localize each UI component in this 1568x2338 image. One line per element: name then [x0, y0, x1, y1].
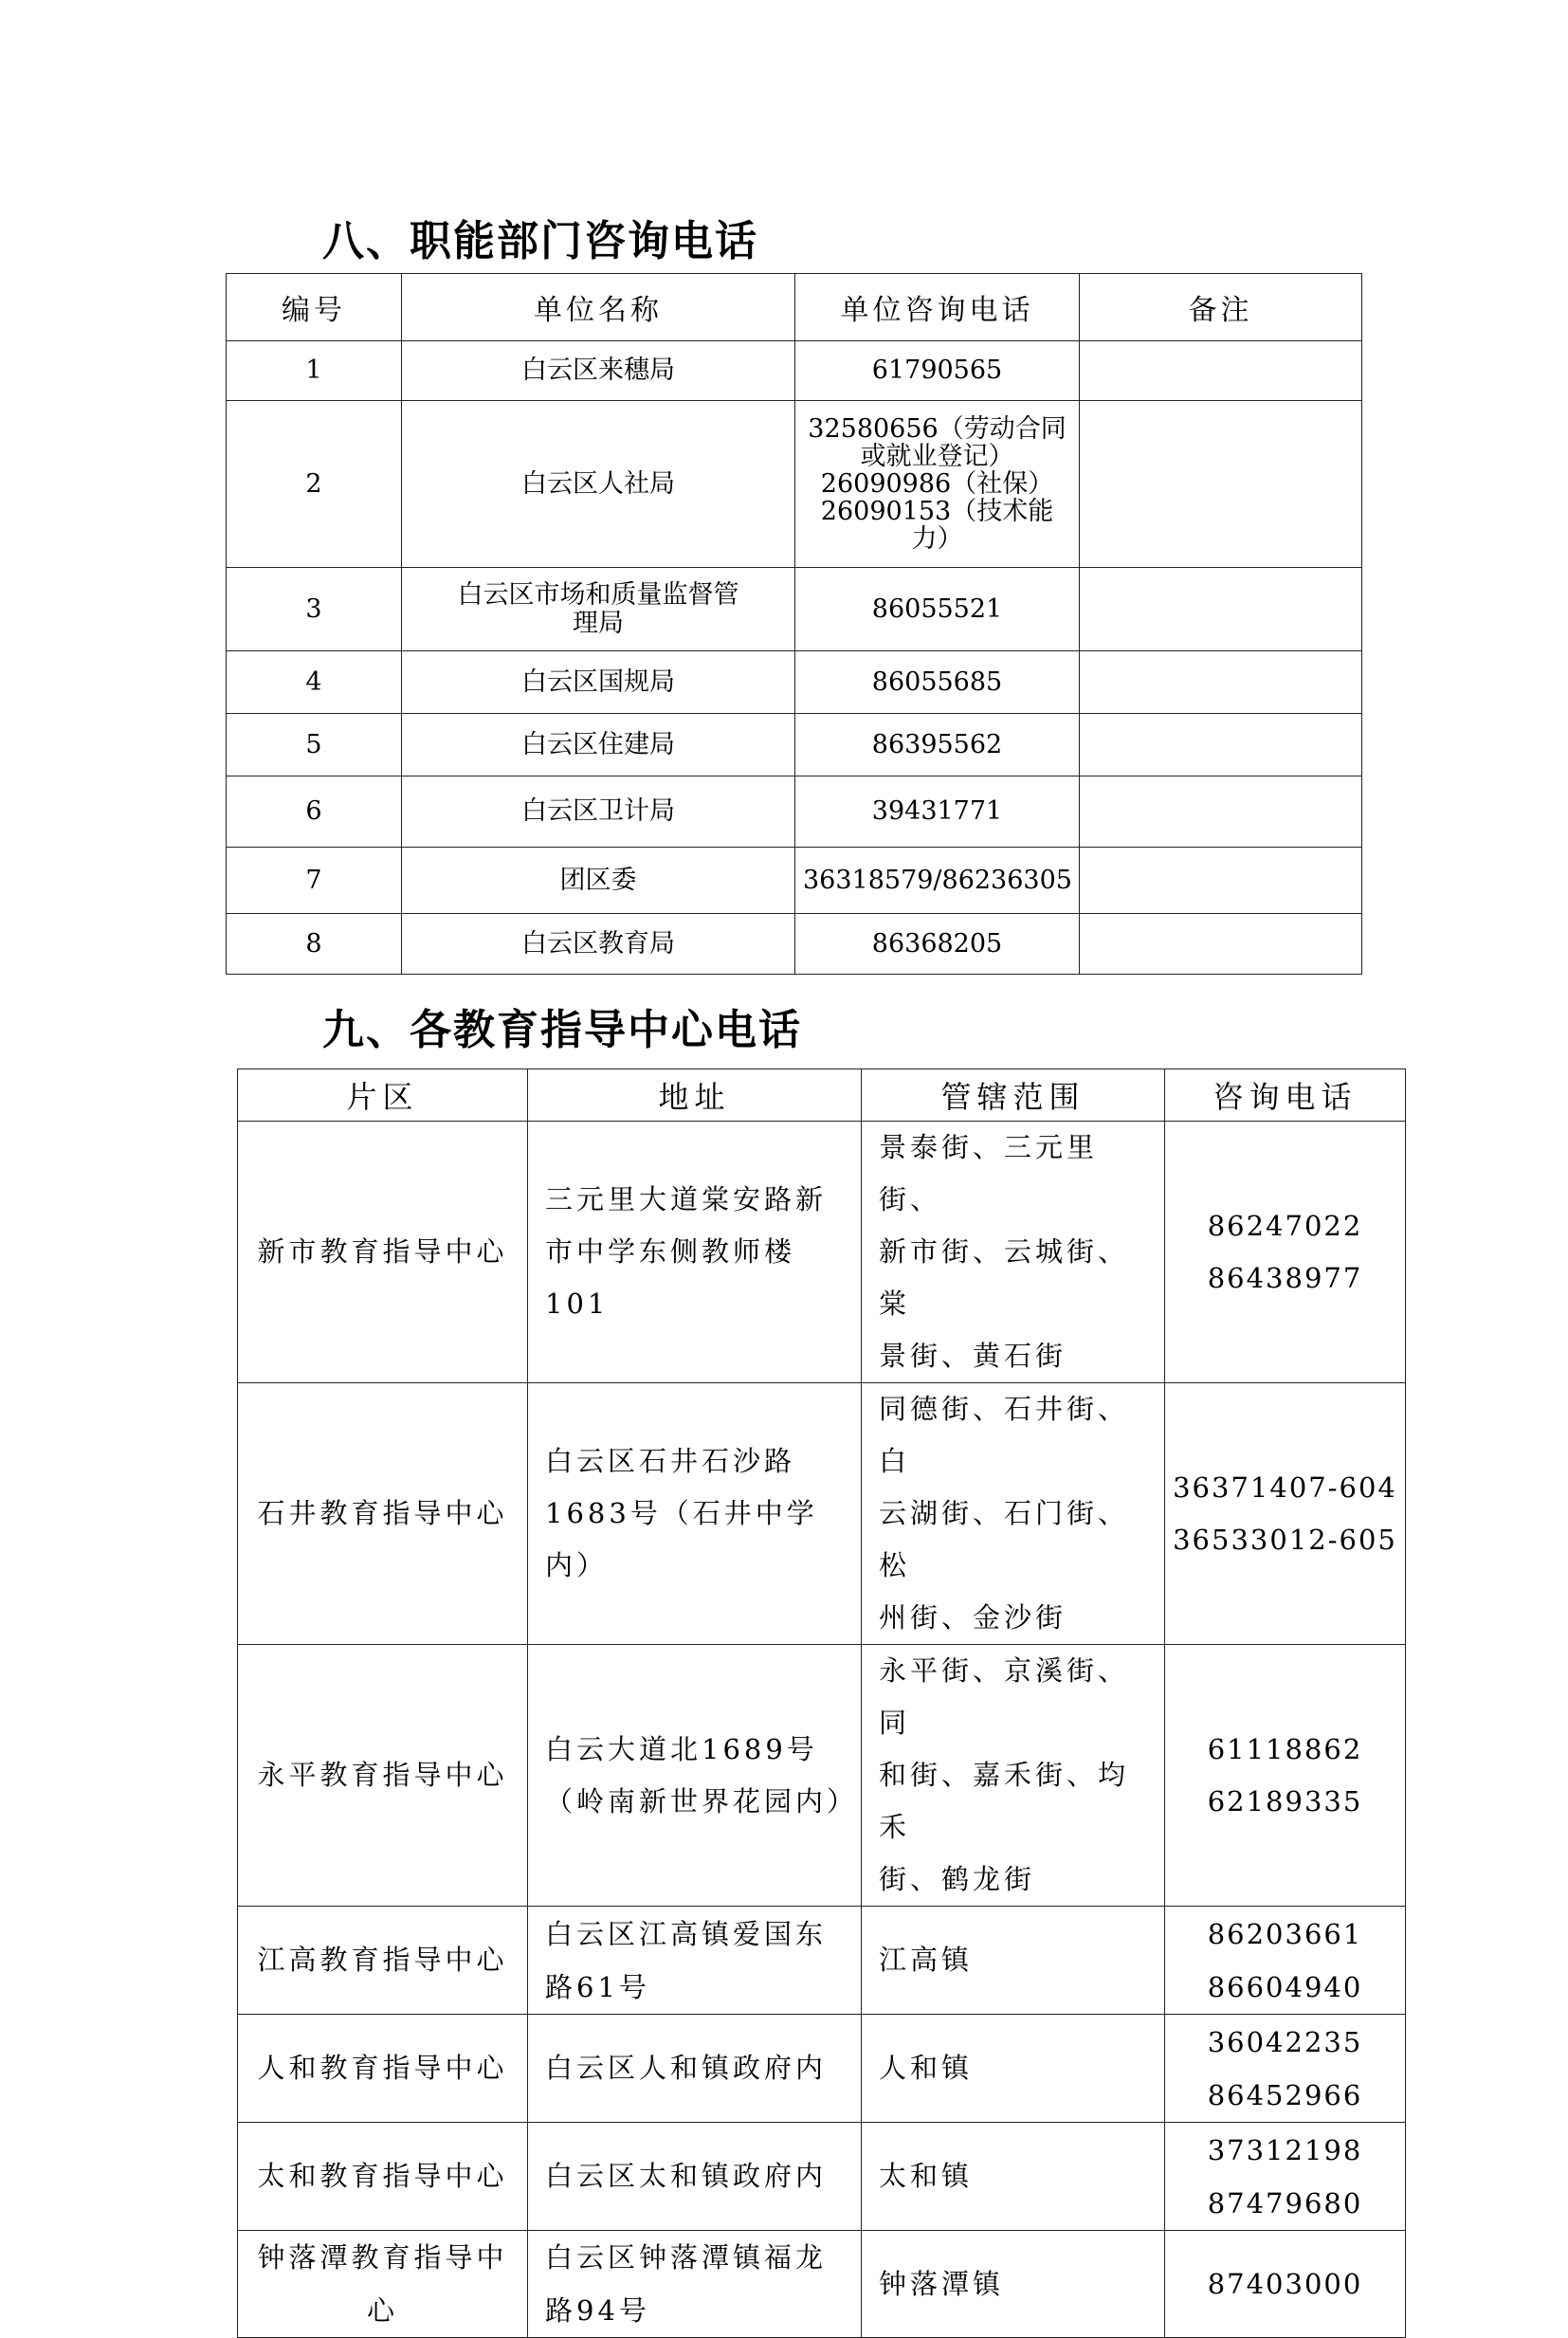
cell-area [238, 2015, 528, 2123]
cell-address [528, 1383, 862, 1645]
cell-scope [862, 2015, 1165, 2123]
cell-phone [1165, 2231, 1406, 2338]
cell-address [528, 2231, 862, 2338]
cell-area-line: 太和教育指导中心 [257, 2160, 508, 2192]
cell-scope [862, 1645, 1165, 1907]
cell-phone [1165, 1645, 1406, 1907]
cell-address-line: 白云区钟落潭镇福龙 [545, 2241, 828, 2274]
cell-address [528, 2123, 862, 2231]
cell-area-line: 永平教育指导中心 [257, 1759, 508, 1791]
cell-unit-phone [795, 914, 1080, 975]
cell-scope-line: 同德街、石井街、白 [879, 1393, 1130, 1477]
cell-phone-line: 61118862 [1207, 1732, 1363, 1765]
cell-scope-line: 太和镇 [879, 2160, 974, 2192]
header-unit-phone: 单位咨询电话 [795, 274, 1080, 341]
cell-unit-name-line: 白云区教育局 [521, 928, 675, 959]
cell-unit-phone-line: 36318579/86236305 [803, 865, 1072, 895]
cell-note [1080, 341, 1362, 401]
table-row [227, 714, 1362, 776]
cell-note [1080, 848, 1362, 914]
cell-phone-line: 86452966 [1207, 2078, 1363, 2111]
cell-unit-name [402, 848, 795, 914]
cell-note [1080, 776, 1362, 848]
cell-address [528, 1907, 862, 2015]
cell-unit-phone-line: 61790565 [871, 356, 1003, 385]
cell-unit-phone-line: 26090153（技术能力） [820, 497, 1054, 554]
table-row [238, 1645, 1406, 1907]
cell-note [1080, 651, 1362, 714]
cell-note [1080, 401, 1362, 568]
cell-unit-phone [795, 401, 1080, 568]
cell-phone-line: 87403000 [1207, 2267, 1363, 2300]
cell-unit-phone-line: 39431771 [871, 796, 1003, 826]
cell-unit-name [402, 401, 795, 568]
cell-address-line: 路61号 [545, 1970, 650, 2003]
cell-address [528, 1645, 862, 1907]
cell-note [1080, 714, 1362, 776]
cell-area [238, 2123, 528, 2231]
cell-address-line: 市中学东侧教师楼 [545, 1235, 796, 1268]
cell-area [238, 1907, 528, 2015]
cell-scope-line: 景泰街、三元里街、 [879, 1131, 1099, 1215]
table-row [238, 2123, 1406, 2231]
cell-number: 7 [227, 848, 402, 914]
cell-scope [862, 1907, 1165, 2015]
cell-unit-name-line: 理局 [573, 608, 624, 638]
cell-phone [1165, 1907, 1406, 2015]
cell-scope [862, 2123, 1165, 2231]
cell-unit-name [402, 341, 795, 401]
header-number: 编号 [227, 274, 402, 341]
cell-unit-phone-line: 86395562 [871, 729, 1003, 759]
table-row [238, 1907, 1406, 2015]
cell-phone-line: 37312198 [1207, 2133, 1363, 2166]
cell-address-line: 白云大道北1689号 [545, 1732, 818, 1765]
cell-number: 8 [227, 914, 402, 975]
cell-unit-phone [795, 568, 1080, 651]
table-row [227, 914, 1362, 975]
cell-area-line: 钟落潭教育指导中 [257, 2241, 508, 2274]
table-row [227, 776, 1362, 848]
cell-unit-name-line: 白云区住建局 [521, 729, 675, 759]
cell-scope-line: 云湖街、石门街、松 [879, 1497, 1130, 1581]
cell-phone-line: 36371407-604 [1173, 1470, 1397, 1504]
cell-unit-name-line: 白云区国规局 [521, 667, 675, 697]
cell-scope-line: 江高镇 [879, 1944, 974, 1976]
cell-scope-line: 新市街、云城街、棠 [879, 1235, 1130, 1320]
cell-scope-line: 永平街、京溪街、同 [879, 1654, 1130, 1739]
cell-unit-phone-line: 86055521 [871, 594, 1003, 624]
table-header-row [238, 1069, 1406, 1122]
cell-scope-line: 和街、嘉禾街、均禾 [879, 1759, 1130, 1843]
cell-phone-line: 86247022 [1207, 1209, 1363, 1242]
cell-number: 4 [227, 651, 402, 714]
cell-unit-name-line: 白云区市场和质量监督管 [457, 579, 739, 610]
cell-address-line: 白云区江高镇爱国东 [545, 1917, 828, 1950]
cell-unit-name [402, 714, 795, 776]
header-note: 备注 [1080, 274, 1362, 341]
cell-phone-line: 86203661 [1207, 1917, 1363, 1950]
cell-area-line: 江高教育指导中心 [257, 1944, 508, 1976]
cell-note [1080, 914, 1362, 975]
cell-unit-phone [795, 848, 1080, 914]
department-phone-table [226, 273, 1362, 975]
table-row [227, 568, 1362, 651]
cell-scope-line: 街、鹤龙街 [879, 1863, 1036, 1895]
cell-scope [862, 2231, 1165, 2338]
cell-phone-line: 36042235 [1207, 2025, 1363, 2058]
cell-address-line: 白云区太和镇政府内 [545, 2160, 828, 2192]
cell-phone [1165, 1122, 1406, 1383]
table-row [227, 651, 1362, 714]
table-row [238, 1122, 1406, 1383]
table-row [227, 341, 1362, 401]
section9-title: 九、各教育指导中心电话 [322, 1006, 802, 1054]
cell-phone-line: 86604940 [1207, 1970, 1363, 2003]
header-area: 片区 [238, 1069, 528, 1122]
header-phone: 咨询电话 [1165, 1069, 1406, 1122]
cell-phone [1165, 1383, 1406, 1645]
cell-number: 3 [227, 568, 402, 651]
cell-number: 1 [227, 341, 402, 401]
cell-unit-phone-line: 86368205 [871, 928, 1003, 959]
cell-area-line: 新市教育指导中心 [257, 1235, 508, 1268]
education-center-table [237, 1069, 1406, 2338]
cell-unit-name [402, 914, 795, 975]
table-header-row [227, 274, 1362, 341]
cell-scope-line: 钟落潭镇 [879, 2267, 1005, 2300]
cell-unit-phone [795, 714, 1080, 776]
table-row [227, 848, 1362, 914]
cell-area [238, 2231, 528, 2338]
cell-scope-line: 州街、金沙街 [879, 1601, 1067, 1634]
cell-unit-name [402, 568, 795, 651]
cell-scope-line: 人和镇 [879, 2052, 974, 2084]
cell-scope-line: 景街、黄石街 [879, 1340, 1067, 1372]
cell-number: 2 [227, 401, 402, 568]
cell-unit-phone-line: 26090986（社保） [820, 469, 1054, 499]
cell-unit-phone-line: 86055685 [871, 667, 1003, 697]
cell-address [528, 1122, 862, 1383]
cell-phone-line: 62189335 [1207, 1784, 1363, 1817]
header-address: 地址 [528, 1069, 862, 1122]
cell-number: 5 [227, 714, 402, 776]
table-row [227, 401, 1362, 568]
cell-address-line: （岭南新世界花园内） [545, 1784, 859, 1817]
cell-address [528, 2015, 862, 2123]
cell-phone [1165, 2015, 1406, 2123]
cell-address-line: 1683号（石井中学内） [545, 1497, 818, 1581]
cell-unit-name-line: 白云区来穗局 [521, 356, 675, 385]
cell-unit-name-line: 团区委 [559, 865, 637, 895]
cell-unit-phone-line: 32580656（劳动合同 [808, 414, 1067, 444]
table-row [238, 2015, 1406, 2123]
cell-unit-name [402, 776, 795, 848]
cell-area-line: 石井教育指导中心 [257, 1497, 508, 1529]
header-scope: 管辖范围 [862, 1069, 1165, 1122]
cell-area-line: 心 [366, 2294, 398, 2327]
cell-unit-phone-line: 或就业登记） [860, 442, 1014, 471]
cell-area [238, 1383, 528, 1645]
cell-phone-line: 86438977 [1207, 1261, 1363, 1294]
cell-unit-name [402, 651, 795, 714]
cell-note [1080, 568, 1362, 651]
cell-phone [1165, 2123, 1406, 2231]
cell-area [238, 1645, 528, 1907]
cell-unit-phone [795, 341, 1080, 401]
cell-phone-line: 87479680 [1207, 2186, 1363, 2219]
cell-address-line: 白云区石井石沙路 [545, 1445, 796, 1477]
cell-address-line: 白云区人和镇政府内 [545, 2052, 828, 2084]
table-row [238, 1383, 1406, 1645]
cell-address-line: 路94号 [545, 2294, 650, 2327]
cell-phone-line: 36533012-605 [1173, 1523, 1397, 1556]
cell-address-line: 101 [545, 1288, 610, 1320]
header-unit-name: 单位名称 [402, 274, 795, 341]
cell-scope [862, 1122, 1165, 1383]
section8-title: 八、职能部门咨询电话 [322, 217, 758, 265]
cell-address-line: 三元里大道棠安路新 [545, 1183, 828, 1215]
cell-unit-name-line: 白云区卫计局 [521, 796, 675, 826]
cell-area [238, 1122, 528, 1383]
table-row [238, 2231, 1406, 2338]
cell-unit-phone [795, 776, 1080, 848]
cell-scope [862, 1383, 1165, 1645]
cell-number: 6 [227, 776, 402, 848]
cell-area-line: 人和教育指导中心 [257, 2052, 508, 2084]
cell-unit-phone [795, 651, 1080, 714]
cell-unit-name-line: 白云区人社局 [521, 468, 675, 499]
